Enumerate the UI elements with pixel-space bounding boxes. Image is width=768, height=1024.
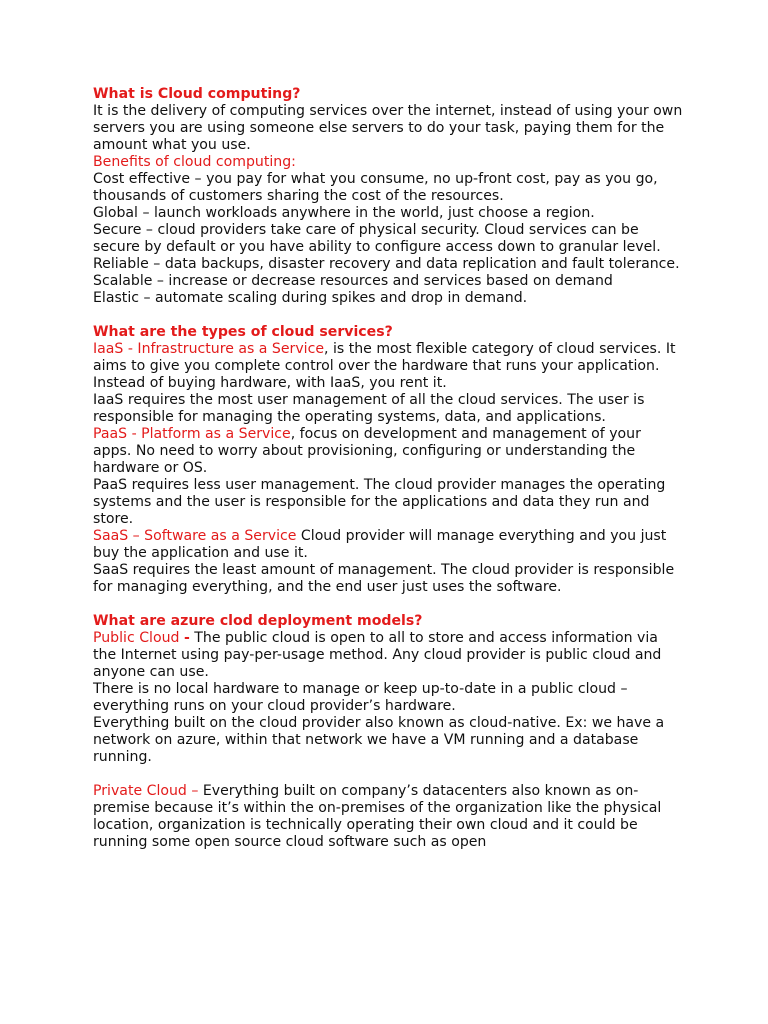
paragraph-public-cloud-hardware: There is no local hardware to manage or keep up-to-date in a public cloud – everything runs on your cloud provider’s hardware.	[93, 681, 628, 714]
paragraph-spacer	[93, 596, 683, 613]
paragraph-paas-management: PaaS requires less user management. The cloud provider manages the operating systems and the user is responsible for the applications and data they run and store.	[93, 477, 666, 527]
saas-label: SaaS – Software as a Service	[93, 528, 297, 544]
paas-description: , focus on development and management of your apps. No need to worry about provisioning, configuring or understanding the hardware or OS.	[93, 426, 641, 476]
paas-label: PaaS - Platform as a Service	[93, 426, 291, 442]
benefit-elastic: Elastic – automate scaling during spikes and drop in demand.	[93, 290, 528, 306]
paragraph-cloud-native: Everything built on the cloud provider also known as cloud-native. Ex: we have a network on azure, within that network we have a VM running and a database running.	[93, 715, 665, 765]
iaas-label: IaaS - Infrastructure as a Service	[93, 341, 325, 357]
private-cloud-label: Private Cloud –	[93, 783, 199, 799]
heading-types-of-cloud-services: What are the types of cloud services?	[93, 324, 393, 340]
public-cloud-label: Public Cloud	[93, 630, 184, 646]
subheading-benefits: Benefits of cloud computing:	[93, 154, 296, 170]
benefit-reliable: Reliable – data backups, disaster recovery and data replication and fault tolerance.	[93, 256, 680, 272]
benefit-cost-effective: Cost effective – you pay for what you consume, no up-front cost, pay as you go, thousands of customers sharing the cost of the resources.	[93, 171, 658, 204]
benefit-scalable: Scalable – increase or decrease resources and services based on demand	[93, 273, 613, 289]
paragraph-cloud-intro: It is the delivery of computing services over the internet, instead of using your own servers you are using someone else servers to do your task, paying them for the amount what you use.	[93, 103, 683, 153]
iaas-description: , is the most flexible category of cloud services. It aims to give you complete control over the hardware that runs your application. Instead of buying hardware, with IaaS, you rent it.	[93, 341, 676, 391]
paragraph-iaas	[93, 341, 683, 392]
document-page	[93, 86, 683, 851]
paragraph-saas-management: SaaS requires the least amount of management. The cloud provider is responsible for managing everything, and the end user just uses the software.	[93, 562, 675, 595]
heading-deployment-models: What are azure clod deployment models?	[93, 613, 423, 629]
benefit-global: Global – launch workloads anywhere in the world, just choose a region.	[93, 205, 595, 221]
private-cloud-description: Everything built on company’s datacenters also known as on-premise because it’s within the on-premises of the organization like the physical location, organization is technically operating their own cloud and it could be running some open source cloud software such as open	[93, 783, 662, 850]
paragraph-private-cloud	[93, 783, 683, 851]
benefit-secure: Secure – cloud providers take care of physical security. Cloud services can be secure by default or you have ability to configure access down to granular level.	[93, 222, 661, 255]
saas-description: Cloud provider will manage everything and you just buy the application and use it.	[93, 528, 667, 561]
paragraph-public-cloud	[93, 630, 683, 681]
paragraph-paas	[93, 426, 683, 477]
public-cloud-dash: -	[183, 630, 190, 646]
paragraph-iaas-management: IaaS requires the most user management of all the cloud services. The user is responsible for managing the operating systems, data, and applications.	[93, 392, 645, 425]
paragraph-saas	[93, 528, 683, 562]
heading-what-is-cloud-computing: What is Cloud computing?	[93, 86, 301, 102]
public-cloud-description: The public cloud is open to all to store and access information via the Internet using pay-per-usage method. Any cloud provider is public cloud and anyone can use.	[93, 630, 662, 680]
paragraph-spacer	[93, 307, 683, 324]
paragraph-spacer	[93, 766, 683, 783]
